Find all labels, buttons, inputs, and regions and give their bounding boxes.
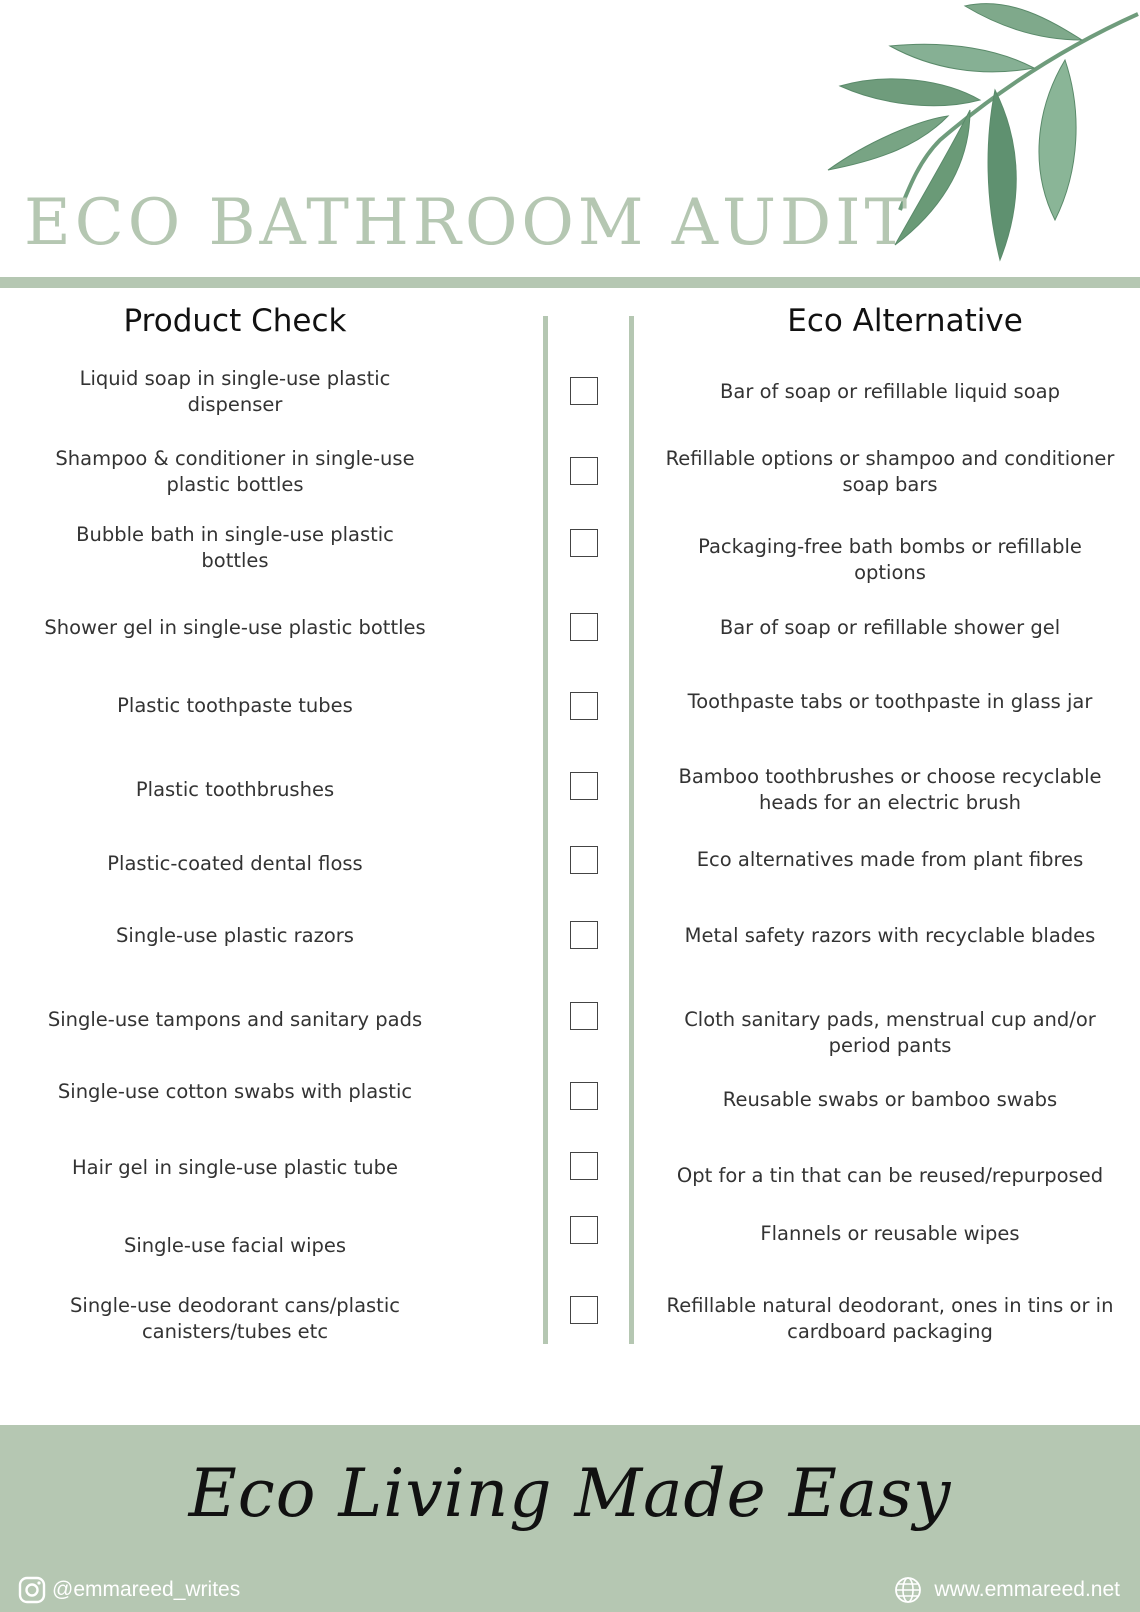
right-column-divider xyxy=(629,316,634,1344)
audit-checkbox[interactable] xyxy=(570,1216,598,1244)
alternative-item: Bar of soap or refillable liquid soap xyxy=(720,380,1060,403)
audit-checkbox[interactable] xyxy=(570,1002,598,1030)
alternative-item: Eco alternatives made from plant fibres xyxy=(696,848,1084,871)
social-link[interactable] xyxy=(18,1575,240,1605)
audit-checkbox[interactable] xyxy=(570,772,598,800)
alternative-item: Bamboo toothbrushes or choose recyclable heads for an electric brush xyxy=(678,765,1102,814)
audit-checkbox[interactable] xyxy=(570,846,598,874)
alternative-item: Cloth sanitary pads, menstrual cup and/or period pants xyxy=(684,1008,1096,1057)
audit-checkbox[interactable] xyxy=(570,613,598,641)
product-item: Single-use tampons and sanitary pads xyxy=(47,1008,423,1031)
product-item: Single-use facial wipes xyxy=(123,1234,347,1257)
audit-checkbox[interactable] xyxy=(570,529,598,557)
product-item: Plastic-coated dental floss xyxy=(107,852,363,875)
audit-checkbox[interactable] xyxy=(570,1152,598,1180)
alternative-item: Bar of soap or refillable shower gel xyxy=(719,616,1061,639)
audit-checkbox[interactable] xyxy=(570,377,598,405)
product-item: Single-use deodorant cans/plastic canisters/tubes etc xyxy=(70,1294,400,1343)
page-title: ECO BATHROOM AUDIT xyxy=(24,186,912,260)
product-item: Plastic toothbrushes xyxy=(135,778,335,801)
product-item: Single-use cotton swabs with plastic xyxy=(57,1080,413,1103)
audit-checkbox[interactable] xyxy=(570,921,598,949)
alternative-item: Metal safety razors with recyclable blades xyxy=(684,924,1096,947)
alternative-item: Reusable swabs or bamboo swabs xyxy=(722,1088,1058,1111)
website-link[interactable] xyxy=(894,1575,1120,1605)
product-item: Hair gel in single-use plastic tube xyxy=(72,1156,398,1179)
alternative-item: Refillable options or shampoo and conditioner soap bars xyxy=(665,447,1115,496)
alternative-item: Toothpaste tabs or toothpaste in glass jar xyxy=(687,690,1093,713)
website-url: www.emmareed.net xyxy=(934,1578,1120,1601)
alternative-item: Flannels or reusable wipes xyxy=(760,1222,1020,1245)
product-item: Liquid soap in single-use plastic dispenser xyxy=(79,367,391,416)
product-item: Shampoo & conditioner in single-use plastic bottles xyxy=(55,447,415,496)
alternative-item: Opt for a tin that can be reused/repurposed xyxy=(676,1164,1104,1187)
instagram-icon xyxy=(18,1576,46,1604)
product-item: Single-use plastic razors xyxy=(116,924,354,947)
social-handle: @emmareed_writes xyxy=(52,1578,241,1601)
audit-checkbox[interactable] xyxy=(570,1082,598,1110)
column-header-eco-alternative: Eco Alternative xyxy=(787,303,1023,339)
product-item: Plastic toothpaste tubes xyxy=(117,694,353,717)
footer-tagline: Eco Living Made Easy xyxy=(188,1455,952,1532)
globe-icon xyxy=(894,1576,922,1604)
footer xyxy=(0,1425,1140,1612)
column-header-product-check: Product Check xyxy=(123,303,347,339)
audit-checkbox[interactable] xyxy=(570,692,598,720)
left-column-divider xyxy=(543,316,548,1344)
product-item: Bubble bath in single-use plastic bottles xyxy=(76,523,394,572)
title-divider xyxy=(0,277,1140,288)
alternative-item: Packaging-free bath bombs or refillable options xyxy=(698,535,1082,584)
audit-checkbox[interactable] xyxy=(570,1296,598,1324)
alternative-item: Refillable natural deodorant, ones in tins or in cardboard packaging xyxy=(666,1294,1114,1343)
audit-checkbox[interactable] xyxy=(570,457,598,485)
product-item: Shower gel in single-use plastic bottles xyxy=(44,616,426,639)
